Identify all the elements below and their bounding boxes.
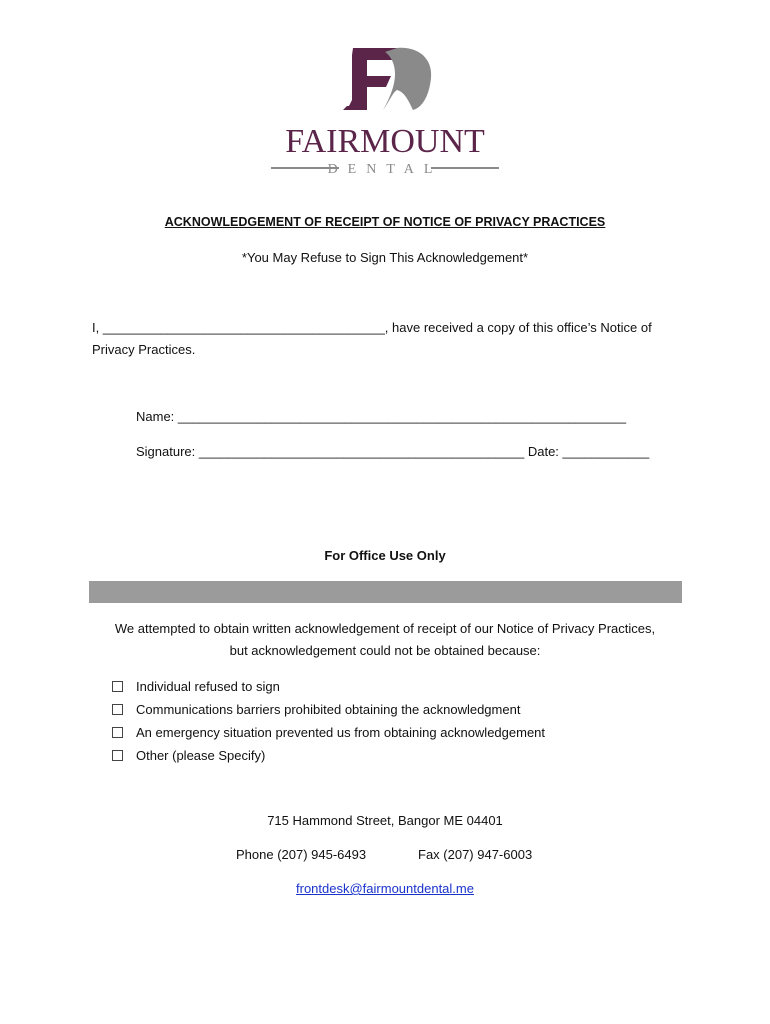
- office-use-heading: For Office Use Only: [324, 548, 446, 563]
- fairmount-dental-logo: [265, 40, 505, 180]
- statement-line-2: Privacy Practices.: [92, 342, 196, 357]
- contact-fax: Fax (207) 947-6003: [418, 847, 533, 862]
- reason-item-other[interactable]: [112, 744, 545, 767]
- logo-brand-text: FAIRMOUNT: [285, 123, 485, 160]
- office-use-text: [80, 618, 690, 662]
- reason-label: An emergency situation prevented us from obtaining acknowledgement: [136, 725, 546, 740]
- reason-item-communications[interactable]: [112, 698, 545, 721]
- tooth-logo-icon: [265, 40, 505, 180]
- contact-phone: Phone (207) 945-6493: [236, 847, 367, 862]
- logo-sub-text: DENTAL: [327, 162, 443, 177]
- contact-address: 715 Hammond Street, Bangor ME 04401: [267, 813, 503, 828]
- reason-item-refused[interactable]: [112, 675, 545, 698]
- name-field[interactable]: Name: ______________________________________________________________: [136, 409, 627, 424]
- office-use-divider-bar: [89, 581, 682, 603]
- reason-label: Individual refused to sign: [136, 679, 280, 694]
- checkbox-icon[interactable]: [112, 750, 123, 761]
- document-subtitle: *You May Refuse to Sign This Acknowledgement*: [241, 250, 529, 265]
- reason-label: Other (please Specify): [136, 748, 266, 763]
- checkbox-icon[interactable]: [112, 704, 123, 715]
- document-title: ACKNOWLEDGEMENT OF RECEIPT OF NOTICE OF PRIVACY PRACTICES: [164, 215, 606, 229]
- office-text-line-2: but acknowledgement could not be obtained because:: [229, 643, 541, 658]
- statement-line-1: I, _______________________________________, have received a copy of this office’s Notice of: [92, 320, 652, 335]
- checkbox-icon[interactable]: [112, 727, 123, 738]
- reason-label: Communications barriers prohibited obtaining the acknowledgment: [136, 702, 521, 717]
- reason-checklist: [112, 675, 545, 767]
- checkbox-icon[interactable]: [112, 681, 123, 692]
- reason-item-emergency[interactable]: [112, 721, 545, 744]
- contact-email-link[interactable]: frontdesk@fairmountdental.me: [296, 881, 474, 896]
- office-text-line-1: We attempted to obtain written acknowledgement of receipt of our Notice of Privacy Practices,: [114, 621, 656, 636]
- signature-date-field[interactable]: Signature: _____________________________________________ Date: ____________: [136, 444, 650, 459]
